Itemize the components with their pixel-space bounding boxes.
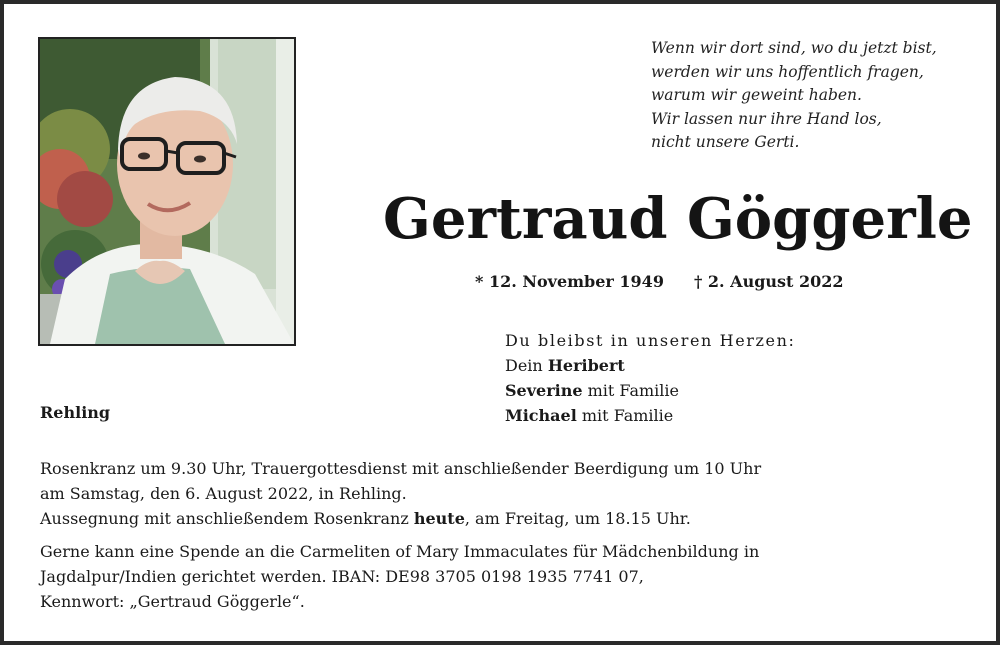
death-date: † 2. August 2022 [693, 272, 844, 291]
blessing-emphasis: heute [413, 509, 465, 528]
mourner-row [505, 378, 796, 403]
mourner-name: Severine [505, 381, 583, 400]
mourner-prefix: Dein [505, 356, 548, 375]
place-name: Rehling [40, 403, 111, 422]
donation-line: Kennwort: „Gertraud Göggerle“. [40, 592, 305, 611]
service-details [40, 456, 761, 614]
mourner-suffix: mit Familie [582, 381, 679, 400]
mourner-row [505, 403, 796, 428]
mourners-heading: Du bleibst in unseren Herzen: [505, 331, 796, 350]
poem-line: nicht unsere Gerti. [651, 133, 800, 151]
life-dates [475, 272, 844, 291]
blessing-text: , am Freitag, um 18.15 Uhr. [464, 509, 691, 528]
blessing-text: Aussegnung mit anschließendem Rosenkranz [40, 509, 414, 528]
deceased-name: Gertraud Göggerle [383, 186, 973, 252]
mourner-suffix: mit Familie [576, 406, 674, 425]
poem-verse [651, 37, 937, 155]
blessing-line [40, 506, 761, 531]
mourners-list [505, 328, 796, 428]
poem-line: werden wir uns hoffentlich fragen, [651, 62, 924, 81]
donation-line: Jagdalpur/Indien gerichtet werden. IBAN: DE98 3705 0198 1935 7741 07, [40, 567, 644, 586]
poem-line: warum wir geweint haben. [651, 86, 862, 104]
mourner-name: Heribert [547, 356, 625, 375]
poem-line: Wir lassen nur ihre Hand los, [651, 109, 882, 128]
birth-date: * 12. November 1949 [475, 272, 664, 291]
poem-line: Wenn wir dort sind, wo du jetzt bist, [651, 39, 937, 57]
service-line: Rosenkranz um 9.30 Uhr, Trauergottesdienst mit anschließender Beerdigung um 10 Uhr [40, 459, 762, 478]
mourner-name: Michael [505, 406, 577, 425]
donation-line: Gerne kann eine Spende an die Carmeliten of Mary Immaculates für Mädchenbildung in [40, 542, 760, 561]
service-line: am Samstag, den 6. August 2022, in Rehling. [40, 484, 407, 503]
mourner-row [505, 353, 796, 378]
portrait-photo [38, 37, 296, 346]
